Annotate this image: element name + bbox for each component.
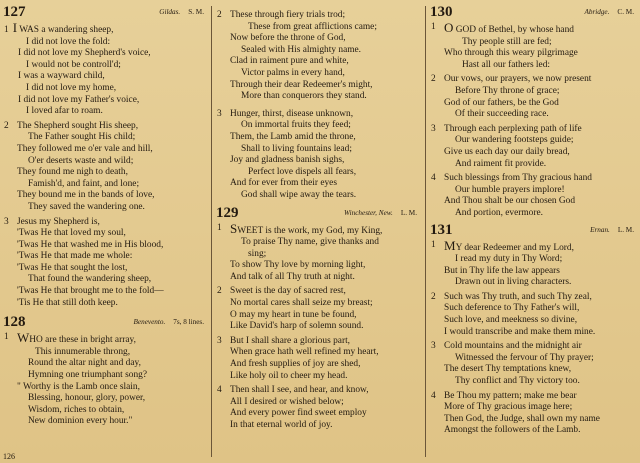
verse-1: [427, 237, 640, 289]
verse-line: And portion, evermore.: [455, 207, 543, 218]
hymn-127: [0, 5, 210, 309]
verse-2: [427, 74, 640, 120]
verse-line: God shall wipe away the tears.: [241, 189, 357, 200]
verse-4: [427, 173, 640, 219]
verse-line: Through their dear Redeemer's might,: [230, 79, 373, 90]
tune-name: Abridge.: [584, 8, 610, 16]
verse-3: [213, 336, 423, 382]
meter: L. M.: [617, 225, 634, 234]
verse-line: Wisdom, riches to obtain,: [28, 404, 125, 415]
verse-line: Round the altar night and day,: [28, 358, 141, 369]
verse-line: Victor palms in every hand,: [241, 67, 345, 78]
drop-cap: M: [444, 237, 456, 253]
verse-3: [213, 109, 423, 202]
tune-meter: [159, 8, 204, 16]
verse-number: 1: [431, 22, 436, 32]
tune-name: Gildas.: [159, 8, 181, 16]
verse-line: And fresh supplies of joy are shed,: [230, 359, 361, 370]
tune-name: Benevento.: [133, 318, 166, 327]
column-divider-right: [425, 6, 426, 457]
hymn-128-continued: [213, 10, 423, 202]
verse-3: [427, 341, 640, 387]
verse-line: Sweet is the day of sacred rest,: [230, 286, 346, 297]
hymn-number: 131: [430, 221, 453, 238]
verse-line: Now before the throne of God,: [230, 33, 346, 44]
hymn-128: [0, 315, 210, 428]
verse-line: GOD of Bethel, by whose hand: [455, 25, 574, 35]
verse-line: 'Twas He that made me whole:: [17, 251, 133, 262]
drop-cap: O: [444, 20, 454, 35]
verse-line: " Worthy is the Lamb once slain,: [17, 381, 140, 392]
verse-line: To praise Thy name, give thanks and: [241, 237, 379, 248]
verse-number: 4: [431, 173, 436, 184]
verse-4: [213, 385, 423, 431]
verse-line: Them, the Lamb amid the throne,: [230, 131, 356, 142]
verse-line: But I shall share a glorious part,: [230, 335, 351, 346]
page-number: 126: [3, 452, 15, 461]
verse-line: Sealed with His almighty name.: [241, 44, 362, 55]
verse-line: HO are these in bright array,: [29, 335, 136, 346]
verse-4: [427, 391, 640, 437]
verse-line: I read my duty in Thy Word;: [455, 254, 563, 265]
verse-line: WAS a wandering sheep,: [19, 25, 114, 35]
tune-meter: [590, 226, 634, 234]
hymn-130: [427, 5, 640, 220]
hymn-number: 130: [430, 4, 453, 20]
verse-line: 'Twas He that brought me to the fold—: [17, 286, 164, 297]
verse-line: Hymning one triumphant song?: [28, 370, 147, 381]
hymn-number: 127: [3, 4, 26, 20]
column-divider-left: [211, 6, 212, 457]
hymn-header: [0, 315, 210, 332]
verse-line: That found the wandering sheep,: [28, 274, 152, 285]
drop-cap: I: [12, 20, 18, 35]
verse-line: 'Twas He that sought the lost,: [17, 262, 128, 273]
tune-meter: [344, 209, 417, 217]
verse-line: I was a wayward child,: [18, 71, 105, 82]
drop-cap: S: [230, 220, 238, 236]
verse-line: More of Thy gracious image here;: [444, 402, 573, 413]
verse-2: [213, 286, 423, 332]
verse-1: [0, 22, 210, 118]
verse-1: [213, 220, 423, 284]
verse-line: I did not love my Shepherd's voice,: [18, 48, 151, 59]
hymn-header: [427, 5, 640, 22]
verse-line: Joy and gladness banish sighs,: [230, 155, 345, 166]
verse-line: Then God, the Judge, shall own my name: [444, 413, 600, 424]
verse-line: More than conquerors they stand.: [241, 91, 367, 102]
verse-number: 4: [431, 390, 436, 401]
verse-line: Cold mountains and the midnight air: [444, 341, 582, 352]
verse-line: O may my heart in tune be found,: [230, 309, 357, 320]
verse-number: 1: [431, 239, 436, 250]
verse-line: But in Thy life the law appears: [444, 265, 560, 276]
verse-line: O'er deserts waste and wild;: [28, 155, 134, 166]
column-3: [427, 4, 640, 440]
verse-number: 3: [4, 216, 9, 227]
verse-1: [0, 332, 210, 428]
verse-line: God of our fathers, be the God: [444, 97, 559, 108]
verse-line: And raiment fit provide.: [455, 158, 547, 169]
verse-line: Hunger, thirst, disease unknown,: [230, 108, 354, 119]
verse-line: And Thou shalt be our chosen God: [444, 196, 576, 207]
verse-line: sing;: [248, 248, 267, 259]
verse-line: Through each perplexing path of life: [444, 123, 582, 134]
verse-line: Y dear Redeemer and my Lord,: [455, 242, 574, 253]
hymn-number: 129: [216, 204, 239, 221]
verse-line: They found me nigh to death,: [17, 167, 128, 178]
verse-line: No mortal cares shall seize my breast;: [230, 298, 373, 309]
verse-number: 3: [431, 123, 436, 134]
verse-line: Shall to living fountains lead;: [241, 143, 352, 154]
verse-number: 2: [217, 286, 222, 297]
column-2: [213, 4, 423, 435]
verse-line: Of their succeeding race.: [455, 109, 549, 120]
verse-1: [427, 22, 640, 71]
tune-name: Winchester, New.: [344, 208, 393, 217]
drop-cap: W: [17, 330, 30, 346]
verse-line: And for ever from their eyes: [230, 178, 337, 189]
verse-line: I did not love the fold:: [26, 36, 111, 47]
verse-line: Clad in raiment pure and white,: [230, 56, 349, 67]
hymn-131: [427, 223, 640, 438]
verse-3: [427, 124, 640, 170]
hymn-129: [213, 206, 423, 432]
verse-number: 2: [4, 120, 9, 131]
verse-line: The Shepherd sought His sheep,: [17, 120, 139, 131]
verse-line: Who through this weary pilgrimage: [444, 48, 578, 59]
meter: C. M.: [617, 8, 634, 16]
verse-line: To show Thy love by morning light,: [230, 260, 366, 271]
verse-line: Such love, and meekness so divine,: [444, 315, 578, 326]
verse-line: Amongst the followers of the Lamb.: [444, 425, 581, 436]
verse-line: Like holy oil to cheer my head.: [230, 370, 348, 381]
verse-line: I loved afar to roam.: [26, 106, 103, 117]
verse-number: 3: [431, 341, 436, 352]
tune-meter: [584, 8, 634, 16]
verse-line: Give us each day our daily bread,: [444, 146, 570, 157]
verse-number: 3: [217, 335, 222, 346]
verse-line: On immortal fruits they feed;: [241, 120, 351, 131]
meter: L. M.: [400, 208, 417, 217]
hymn-number: 128: [3, 314, 26, 331]
verse-line: Such blessings from Thy gracious hand: [444, 173, 592, 184]
verse-number: 1: [217, 222, 222, 233]
verse-2: [0, 121, 210, 214]
verse-3: [0, 217, 210, 310]
verse-number: 3: [217, 108, 222, 119]
column-1: [0, 4, 210, 431]
verse-line: And talk of all Thy truth at night.: [230, 271, 355, 282]
verse-line: Before Thy throne of grace;: [455, 85, 560, 96]
verse-line: Thy people still are fed;: [462, 36, 552, 47]
tune-name: Ernan.: [590, 225, 610, 234]
hymn-header: [0, 5, 210, 22]
verse-line: 'Twas He that washed me in His blood,: [17, 239, 164, 250]
meter: S. M.: [188, 8, 204, 16]
verse-line: I would transcribe and make them mine.: [444, 326, 596, 337]
verse-line: All I desired or wished below;: [230, 396, 344, 407]
verse-line: And every power find sweet employ: [230, 408, 367, 419]
verse-line: 'Twas He that loved my soul,: [17, 228, 126, 239]
verse-line: The Father sought His child;: [28, 132, 136, 143]
verse-line: I did not love my Father's voice,: [18, 94, 140, 105]
verse-line: Such deference to Thy Father's will,: [444, 303, 580, 314]
verse-line: I would not be controll'd;: [26, 59, 121, 70]
verse-line: When grace hath well refined my heart,: [230, 347, 379, 358]
verse-number: 4: [217, 385, 222, 396]
verse-2: [427, 292, 640, 338]
verse-line: In that eternal world of joy.: [230, 420, 333, 430]
verse-line: Hast all our fathers led:: [462, 59, 550, 70]
verse-line: These through fiery trials trod;: [230, 10, 346, 20]
verse-line: Like David's harp of solemn sound.: [230, 321, 364, 332]
tune-meter: [134, 318, 204, 326]
verse-line: Famish'd, and faint, and lone;: [28, 178, 140, 189]
hymn-header: [213, 206, 423, 223]
verse-line: Perfect love dispels all fears,: [248, 166, 357, 177]
hymn-header: [427, 223, 640, 240]
verse-line: Drawn out in living characters.: [455, 277, 572, 288]
verse-line: The desert Thy temptations knew,: [444, 364, 572, 375]
verse-line: Be Thou my pattern; make me bear: [444, 390, 577, 401]
verse-line: Our humble prayers implore!: [455, 184, 565, 195]
verse-line: Jesus my Shepherd is,: [17, 216, 100, 227]
verse-line: New dominion every hour.": [28, 416, 133, 427]
verse-line: They bound me in the bands of love,: [17, 190, 155, 201]
verse-line: Then shall I see, and hear, and know,: [230, 385, 369, 396]
verse-number: 2: [431, 74, 436, 85]
verse-number: 1: [4, 332, 9, 343]
verse-line: Such was Thy truth, and such Thy zeal,: [444, 291, 592, 302]
verse-line: They followed me o'er vale and hill,: [17, 143, 153, 154]
verse-line: This innumerable throng,: [35, 346, 131, 357]
verse-line: Our wandering footsteps guide;: [455, 135, 574, 146]
verse-line: 'Tis He that still doth keep.: [17, 297, 118, 308]
meter: 7s, 8 lines.: [173, 318, 204, 327]
verse-line: Thy conflict and Thy victory too.: [455, 376, 580, 387]
verse-line: These from great afflictions came;: [248, 21, 377, 32]
verse-line: Blessing, honour, glory, power,: [28, 393, 146, 404]
verse-number: 2: [431, 291, 436, 302]
verse-line: I did not love my home,: [26, 82, 117, 93]
verse-number: 2: [217, 10, 222, 20]
verse-number: 1: [4, 25, 9, 35]
verse-line: WEET is the work, my God, my King,: [237, 225, 383, 236]
verse-2: [213, 10, 423, 103]
verse-line: Witnessed the fervour of Thy prayer;: [455, 352, 594, 363]
verse-line: Our vows, our prayers, we now present: [444, 74, 592, 85]
verse-line: They saved the wandering one.: [28, 201, 145, 212]
